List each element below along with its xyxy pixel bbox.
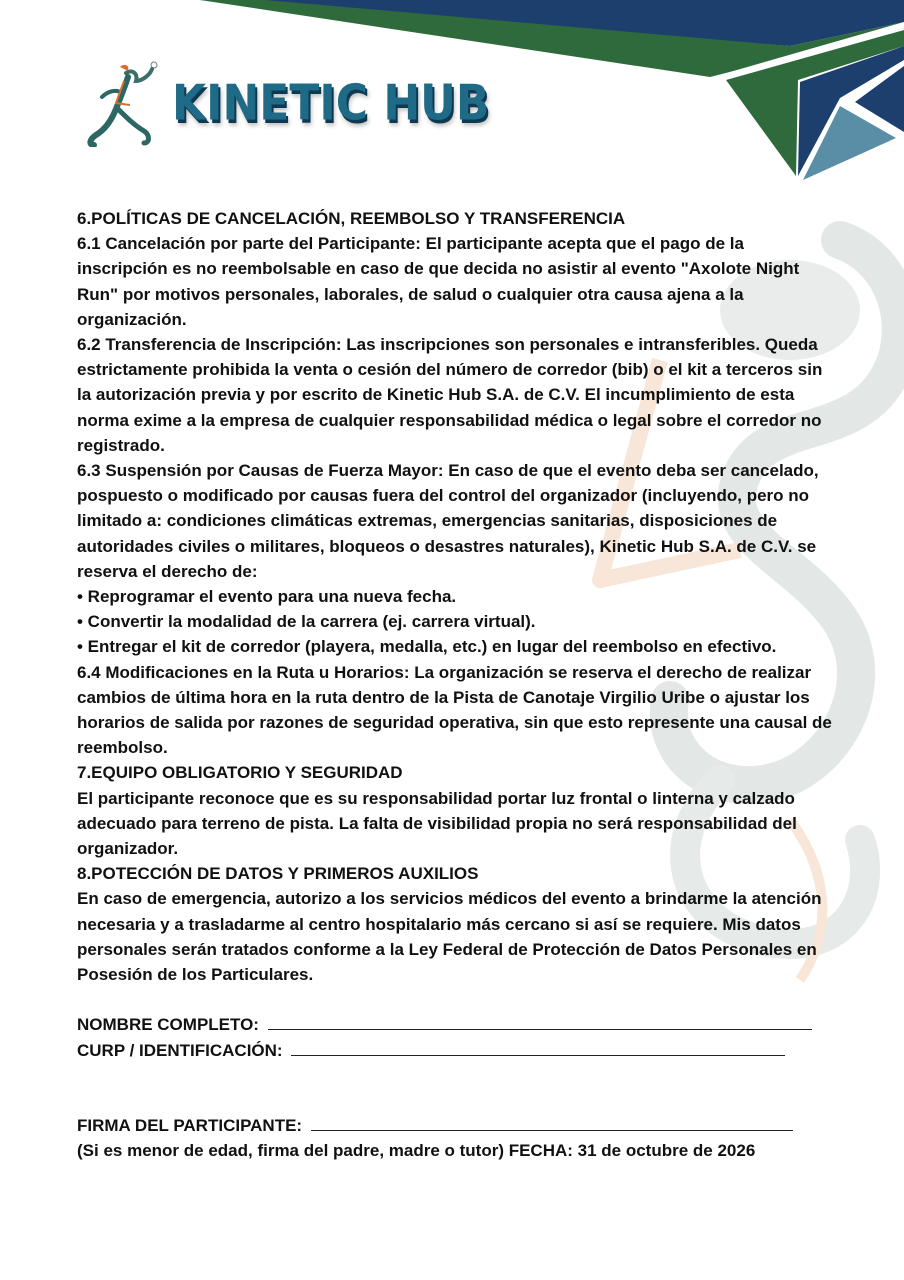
signature-label: FIRMA DEL PARTICIPANTE: [77, 1115, 303, 1135]
section-6-1-paragraph: 6.1 Cancelación por parte del Participante: El participante acepta que el pago de la inscripción es no reembolsable en caso de que decida no asistir al evento "Axolote Night Run" por motivos personales, laborales, de salud o cualquier otra causa ajena a la organización. [77, 234, 800, 329]
runner-mascot-icon [86, 59, 164, 147]
kinetic-hub-logo [86, 58, 490, 148]
signature-blank[interactable] [311, 1114, 793, 1131]
minor-guardian-note-and-date: (Si es menor de edad, firma del padre, madre o tutor) FECHA: 31 de octubre de 2026 [77, 1140, 756, 1160]
section-7-paragraph: El participante reconoce que es su responsabilidad portar luz frontal o linterna y calzado adecuado para terreno de pista. La falta de visibilidad propia no será responsabilidad del organizador. [77, 788, 797, 859]
spacer [77, 1063, 837, 1113]
section-6-2-paragraph: 6.2 Transferencia de Inscripción: Las inscripciones son personales e intransferibles. Queda estrictamente prohibida la venta o cesión del número de corredor (bib) o el kit a terceros sin la autorización previa y por escrito de Kinetic Hub S.A. de C.V. El incumplimiento de esta norma exime a la empresa de cualquier responsabilidad médica o legal sobre el corredor no registrado. [77, 335, 823, 455]
full-name-field-row [77, 1012, 837, 1037]
curp-field-row [77, 1038, 837, 1063]
signature-field-row [77, 1113, 837, 1138]
bullet-item: • Entregar el kit de corredor (playera, medalla, etc.) en lugar del reembolso en efectivo. [77, 637, 777, 657]
document-body [77, 206, 837, 1163]
section-6-4-paragraph: 6.4 Modificaciones en la Ruta u Horarios: La organización se reserva el derecho de realizar cambios de última hora en la ruta dentro de la Pista de Canotaje Virgilio Uribe o ajustar los horarios de salida por razones de seguridad operativa, sin que esto represente una causal de reembolso. [77, 662, 832, 758]
section-6-3-paragraph: 6.3 Suspensión por Causas de Fuerza Mayor: En caso de que el evento deba ser cancelado, pospuesto o modificado por causas fuera del control del organizador (incluyendo, pero no limitado a: condiciones climáticas extremas, emergencias sanitarias, disposiciones de autoridades civiles o militares, bloqueos o desastres naturales), Kinetic Hub S.A. de C.V. se reserva el derecho de: [77, 461, 819, 581]
curp-blank[interactable] [291, 1039, 785, 1056]
curp-label: CURP / IDENTIFICACIÓN: [77, 1040, 283, 1060]
section-8-paragraph: En caso de emergencia, autorizo a los servicios médicos del evento a brindarme la atención necesaria y a trasladarme al centro hospitalario más cercano si así se requiere. Mis datos personales serán tratados conforme a la Ley Federal de Protección de Datos Personales en Posesión de los Particulares. [77, 889, 822, 985]
section-7-title: 7.EQUIPO OBLIGATORIO Y SEGURIDAD [77, 763, 403, 783]
logo-wordmark: KINETIC HUB [172, 74, 490, 132]
section-6-title: 6.POLÍTICAS DE CANCELACIÓN, REEMBOLSO Y TRANSFERENCIA [77, 209, 626, 228]
full-name-blank[interactable] [268, 1013, 812, 1030]
spacer [77, 987, 837, 1012]
bullet-item: • Reprogramar el evento para una nueva fecha. [77, 587, 457, 607]
bullet-item: • Convertir la modalidad de la carrera (ej. carrera virtual). [77, 612, 536, 632]
section-8-title: 8.POTECCIÓN DE DATOS Y PRIMEROS AUXILIOS [77, 864, 479, 884]
full-name-label: NOMBRE COMPLETO: [77, 1015, 259, 1035]
